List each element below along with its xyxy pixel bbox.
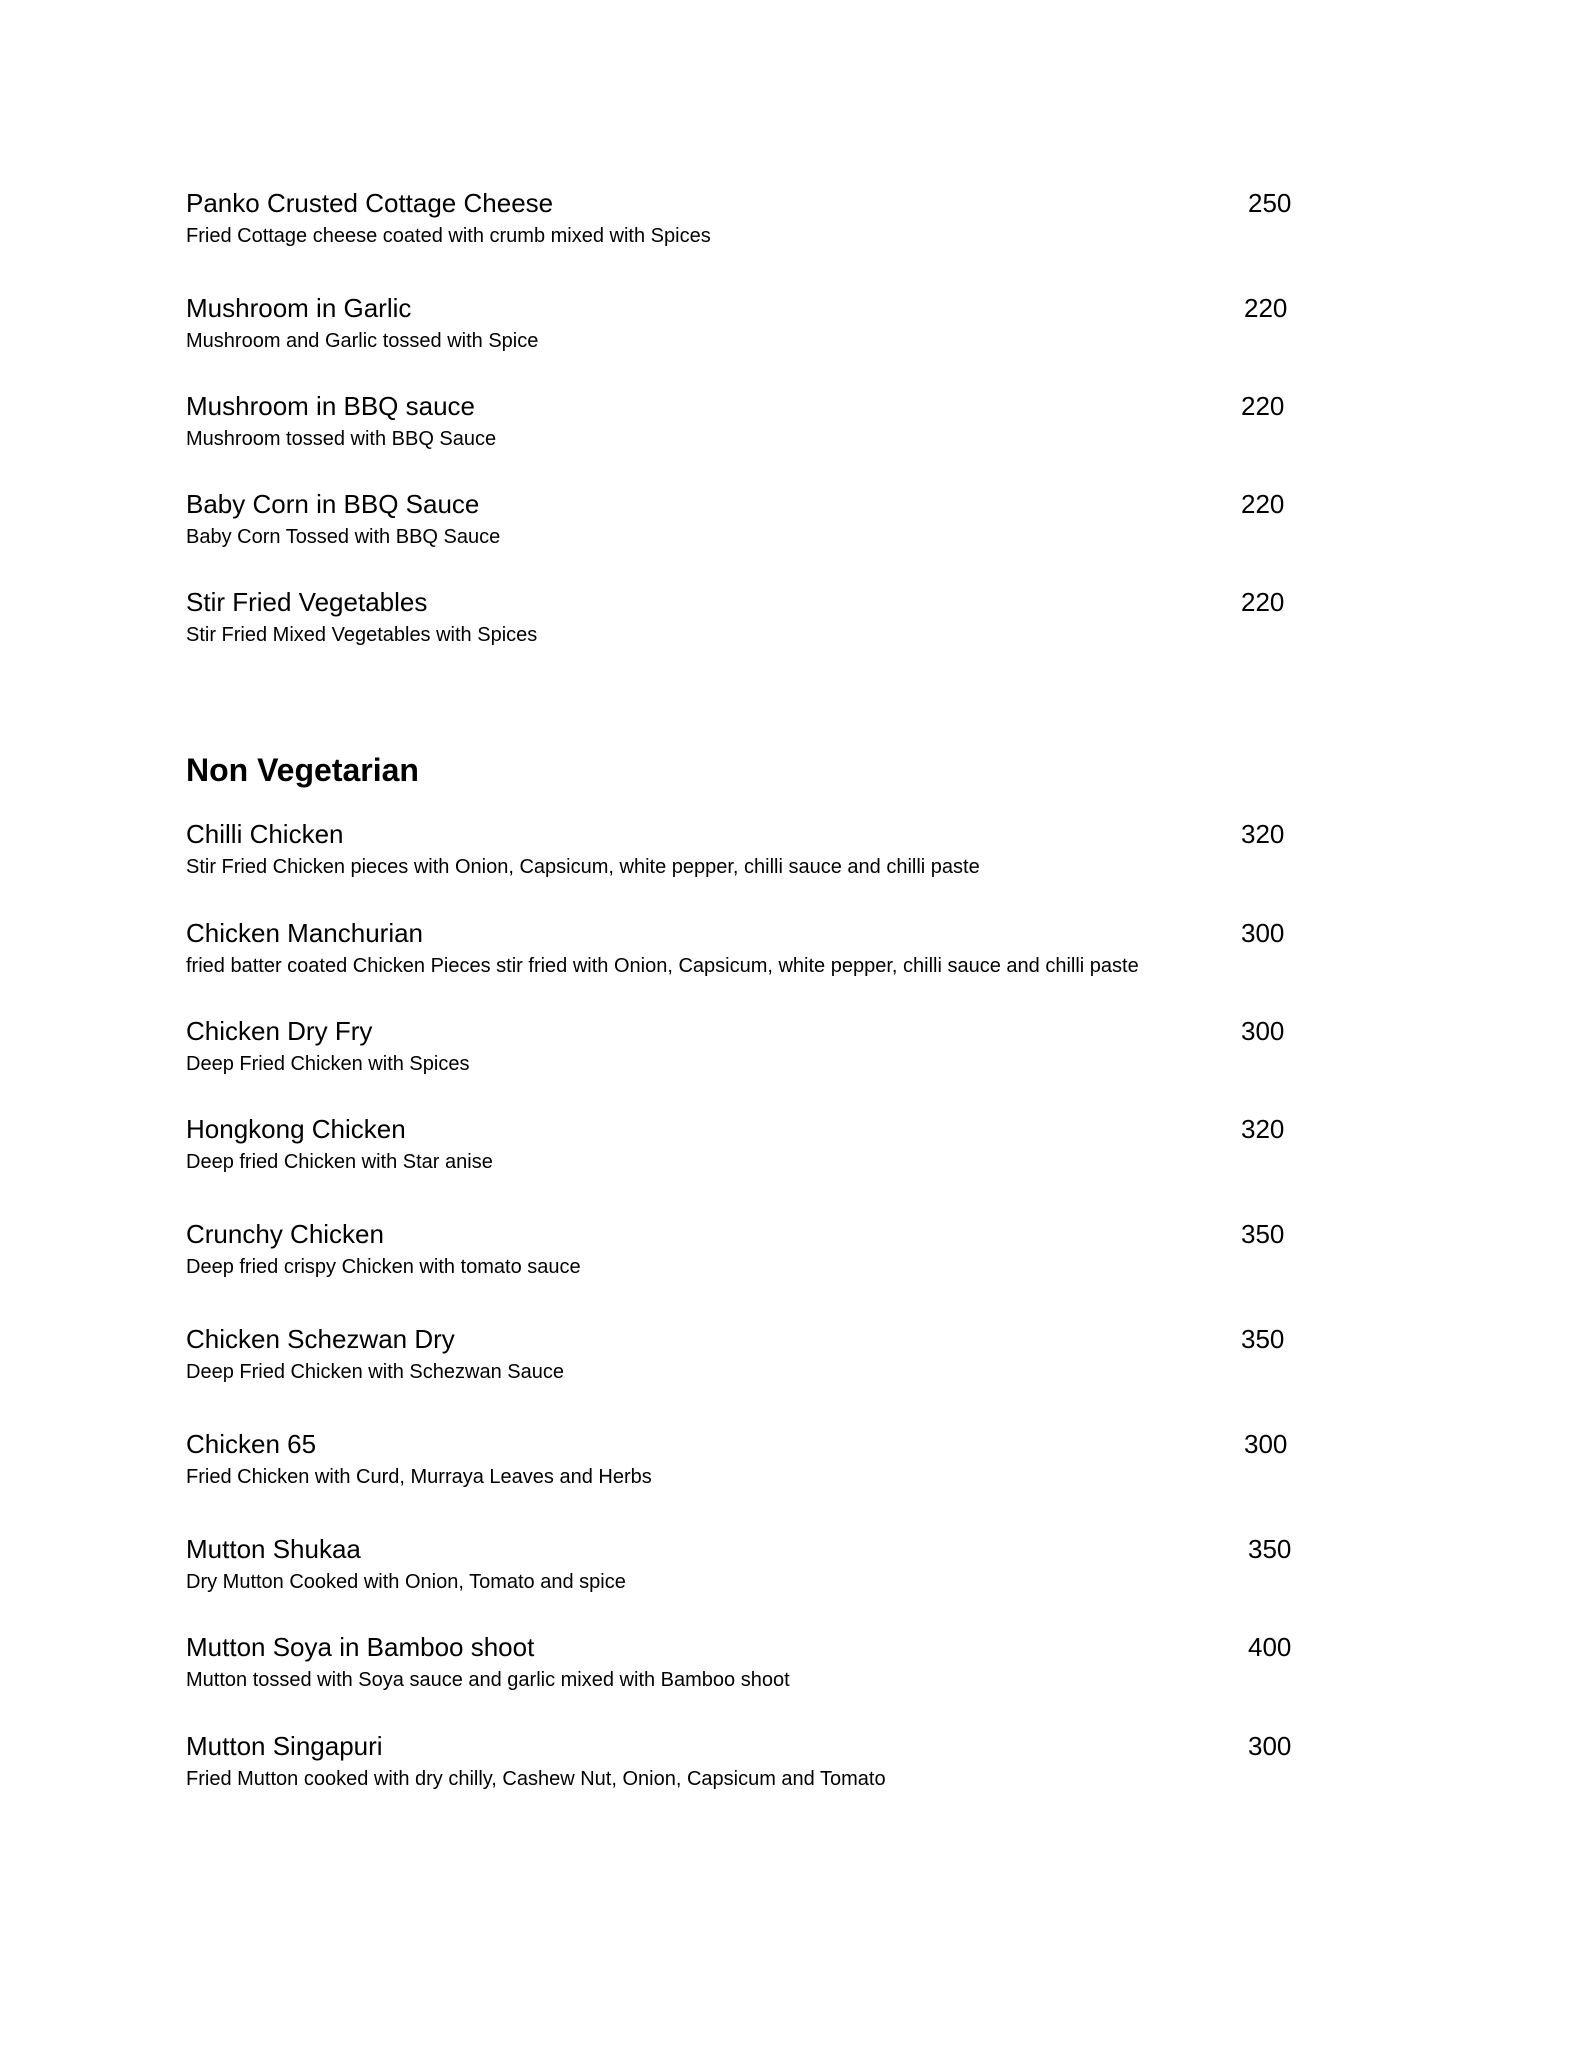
menu-item-name: Chicken Manchurian: [186, 918, 424, 948]
menu-item-description: Stir Fried Mixed Vegetables with Spices: [186, 624, 538, 646]
menu-item-price: 400: [1248, 1632, 1292, 1662]
menu-item-name: Stir Fried Vegetables: [186, 587, 428, 617]
menu-item-description: Stir Fried Chicken pieces with Onion, Capsicum, white pepper, chilli sauce and chilli paste: [186, 856, 980, 878]
menu-item-price: 220: [1244, 293, 1288, 323]
menu-item-name: Mutton Singapuri: [186, 1731, 383, 1761]
section-title: Non Vegetarian: [186, 752, 419, 788]
menu-item-name: Mushroom in Garlic: [186, 293, 412, 323]
menu-item-description: Mushroom tossed with BBQ Sauce: [186, 428, 497, 450]
menu-item-description: Fried Chicken with Curd, Murraya Leaves and Herbs: [186, 1466, 652, 1488]
menu-item-price: 350: [1241, 1219, 1285, 1249]
menu-item-name: Chicken Dry Fry: [186, 1016, 373, 1046]
menu-item-price: 220: [1241, 489, 1285, 519]
menu-item-description: Mutton tossed with Soya sauce and garlic mixed with Bamboo shoot: [186, 1669, 790, 1691]
menu-item-name: Mushroom in BBQ sauce: [186, 391, 476, 421]
menu-item-description: Deep Fried Chicken with Spices: [186, 1053, 470, 1075]
menu-item-description: Deep fried Chicken with Star anise: [186, 1151, 493, 1173]
menu-item-price: 300: [1244, 1429, 1288, 1459]
menu-item-name: Chicken 65: [186, 1429, 317, 1459]
menu-item-description: Deep Fried Chicken with Schezwan Sauce: [186, 1361, 564, 1383]
menu-item-name: Hongkong Chicken: [186, 1114, 406, 1144]
menu-item-price: 350: [1248, 1534, 1292, 1564]
menu-item-price: 300: [1248, 1731, 1292, 1761]
menu-item-price: 220: [1241, 391, 1285, 421]
menu-item-description: Baby Corn Tossed with BBQ Sauce: [186, 526, 501, 548]
menu-item-name: Mutton Shukaa: [186, 1534, 361, 1564]
menu-item-name: Chicken Schezwan Dry: [186, 1324, 455, 1354]
menu-item-name: Crunchy Chicken: [186, 1219, 384, 1249]
menu-item-name: Panko Crusted Cottage Cheese: [186, 188, 554, 218]
menu-item-price: 320: [1241, 1114, 1285, 1144]
menu-item-description: Fried Cottage cheese coated with crumb mixed with Spices: [186, 225, 711, 247]
menu-item-name: Baby Corn in BBQ Sauce: [186, 489, 480, 519]
menu-item-price: 300: [1241, 918, 1285, 948]
menu-item-price: 300: [1241, 1016, 1285, 1046]
menu-item-price: 320: [1241, 819, 1285, 849]
menu-item-price: 350: [1241, 1324, 1285, 1354]
menu-item-name: Mutton Soya in Bamboo shoot: [186, 1632, 535, 1662]
menu-item-price: 220: [1241, 587, 1285, 617]
menu-item-description: Fried Mutton cooked with dry chilly, Cashew Nut, Onion, Capsicum and Tomato: [186, 1768, 886, 1790]
menu-item-description: Deep fried crispy Chicken with tomato sauce: [186, 1256, 581, 1278]
menu-item-description: fried batter coated Chicken Pieces stir fried with Onion, Capsicum, white pepper, chilli sauce and chilli paste: [186, 955, 1139, 977]
menu-item-description: Mushroom and Garlic tossed with Spice: [186, 330, 539, 352]
menu-item-name: Chilli Chicken: [186, 819, 344, 849]
menu-item-price: 250: [1248, 188, 1292, 218]
menu-item-description: Dry Mutton Cooked with Onion, Tomato and spice: [186, 1571, 626, 1593]
